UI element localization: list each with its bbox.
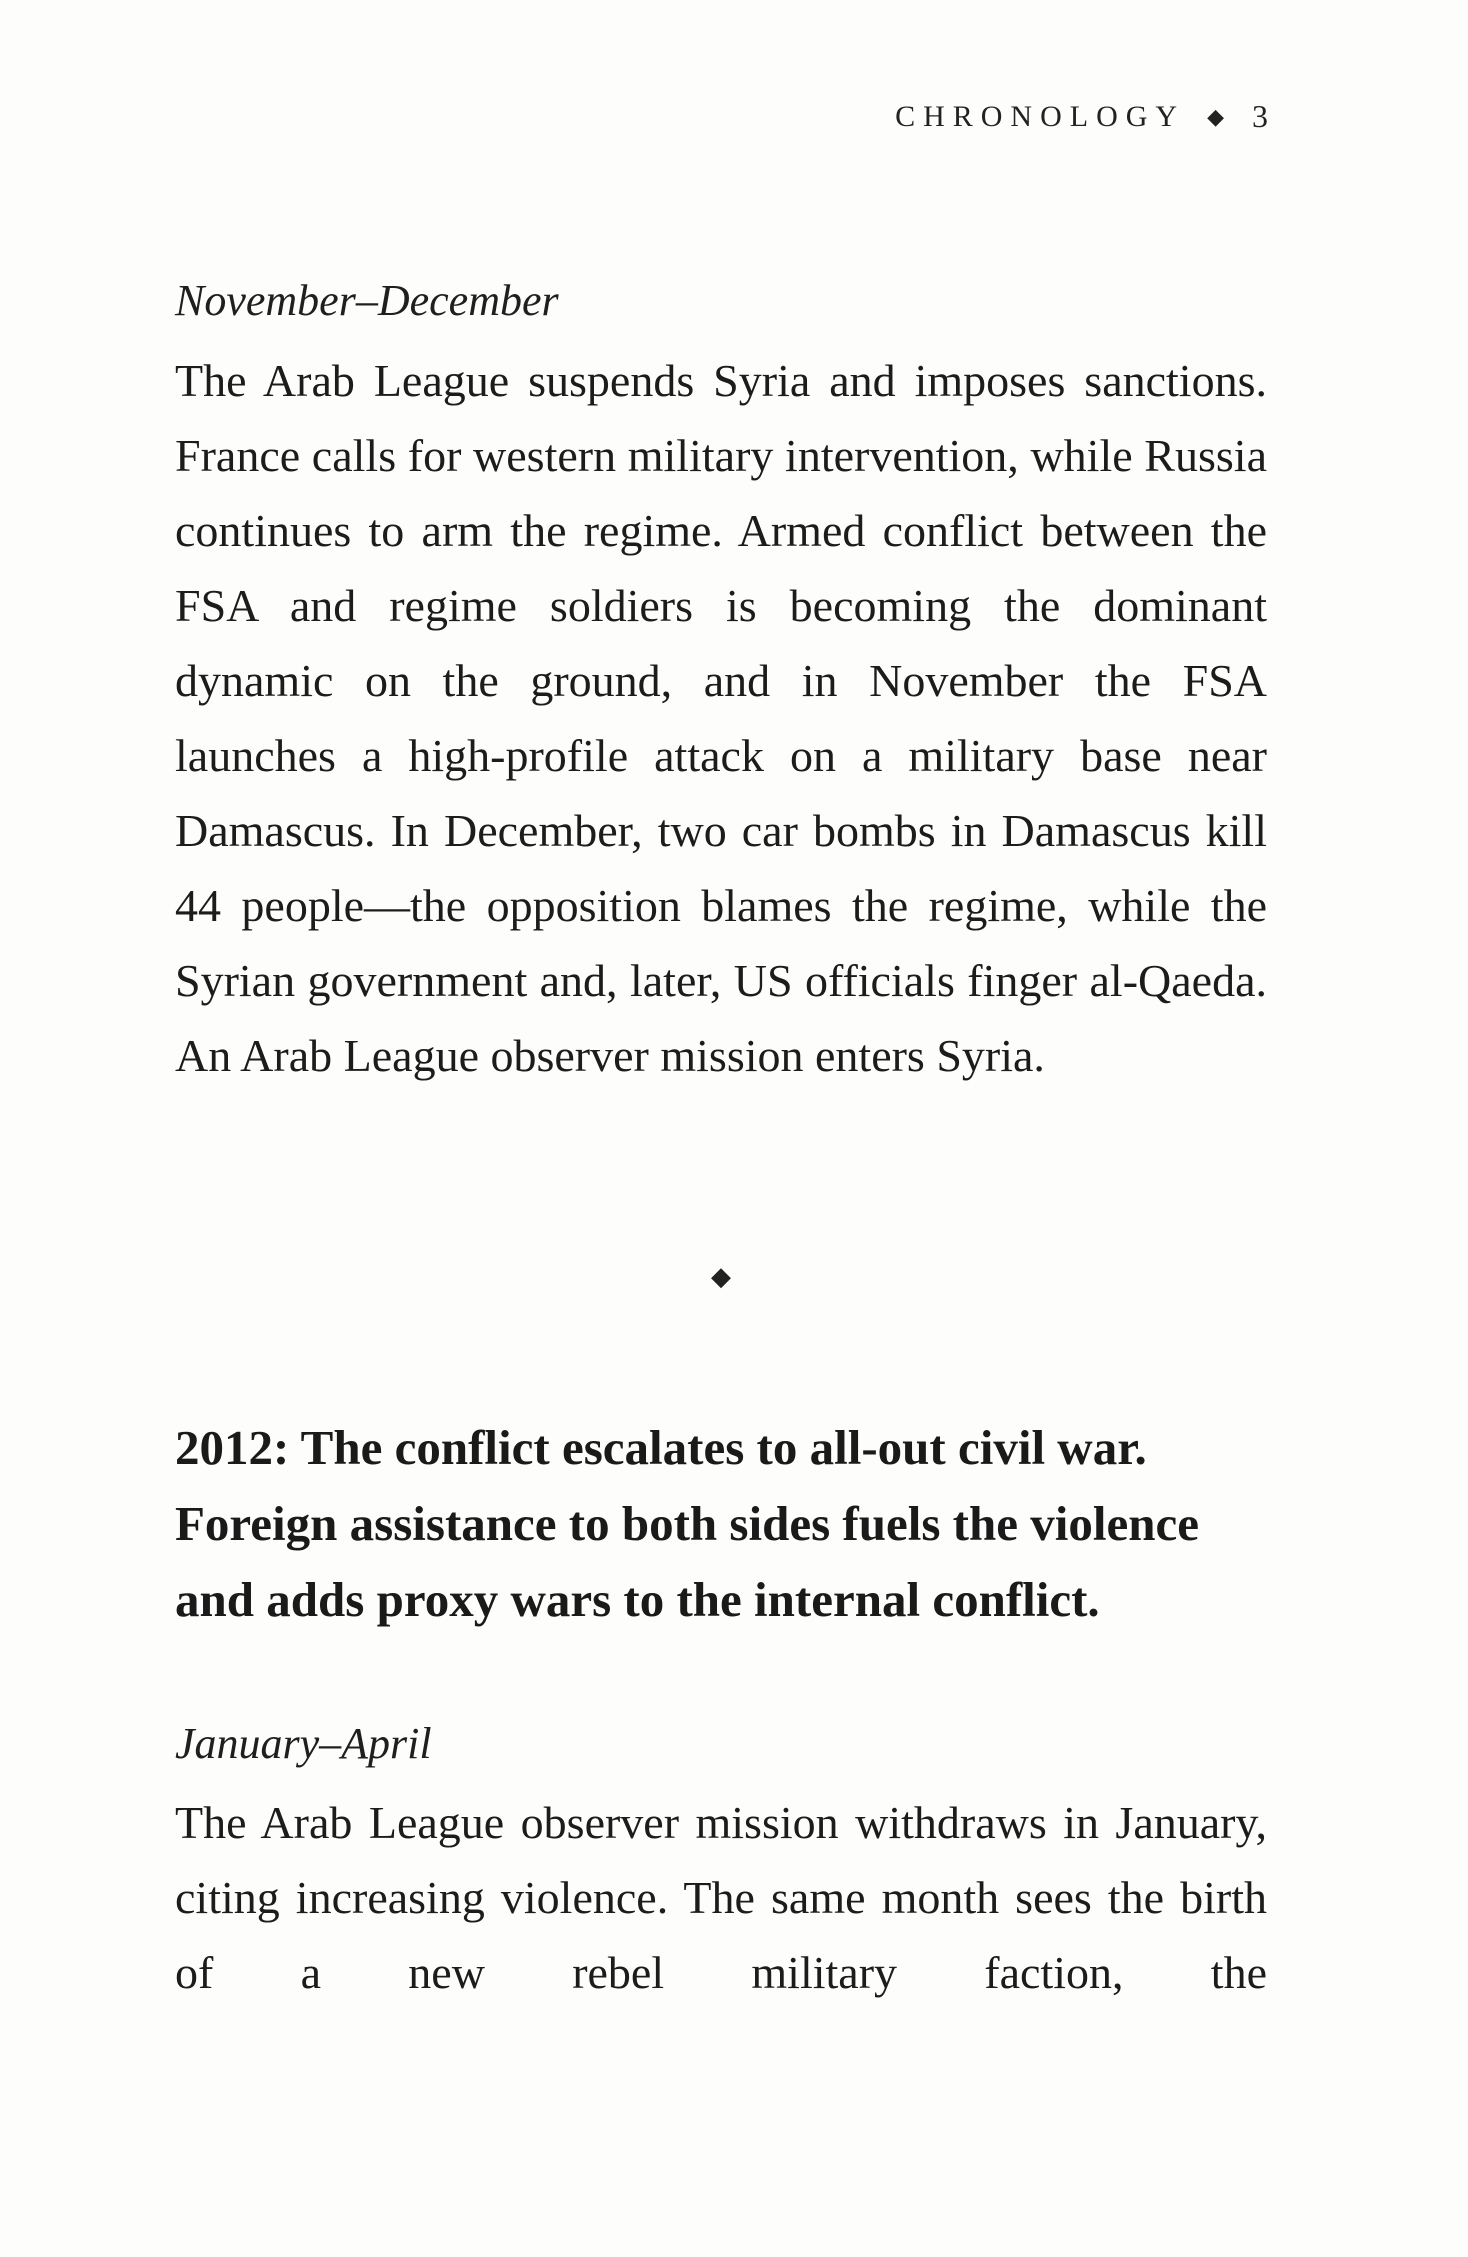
entry-body-jan-apr	[175, 1785, 1267, 2010]
page-number: 3	[1252, 98, 1268, 134]
section-heading-text: 2012: The conflict escalates to all-out civil war. Foreign assistance to both sides fuels the violence and adds proxy wars to the internal conflict.	[175, 1420, 1199, 1627]
entry-paragraph: The Arab League suspends Syria and imposes sanctions. France calls for western military intervention, while Russia continues to arm the regime. Armed conflict between the FSA and regime soldiers is becoming the dominant dynamic on the ground, and in November the FSA launches a high-profile attack on a military base near Damascus. In December, two car bombs in Damascus kill 44 people—the opposition blames the regime, while the Syrian government and, later, US officials finger al-Qaeda. An Arab League observer mission enters Syria.	[175, 355, 1267, 1081]
entry-date-nov-dec: November–December	[175, 276, 559, 325]
entry-body-nov-dec	[175, 343, 1267, 1093]
section-break-diamond-icon: ◆	[711, 1262, 731, 1291]
entry-paragraph: The Arab League observer mission withdraws in January, citing increasing violence. The same month sees the birth of a new rebel military faction, the	[175, 1797, 1267, 1998]
entry-date-jan-apr: January–April	[175, 1719, 432, 1768]
running-head	[895, 98, 1268, 135]
section-heading-2012	[175, 1410, 1285, 1638]
running-head-title: CHRONOLOGY	[895, 99, 1186, 133]
diamond-ornament-icon: ◆	[1207, 103, 1224, 129]
